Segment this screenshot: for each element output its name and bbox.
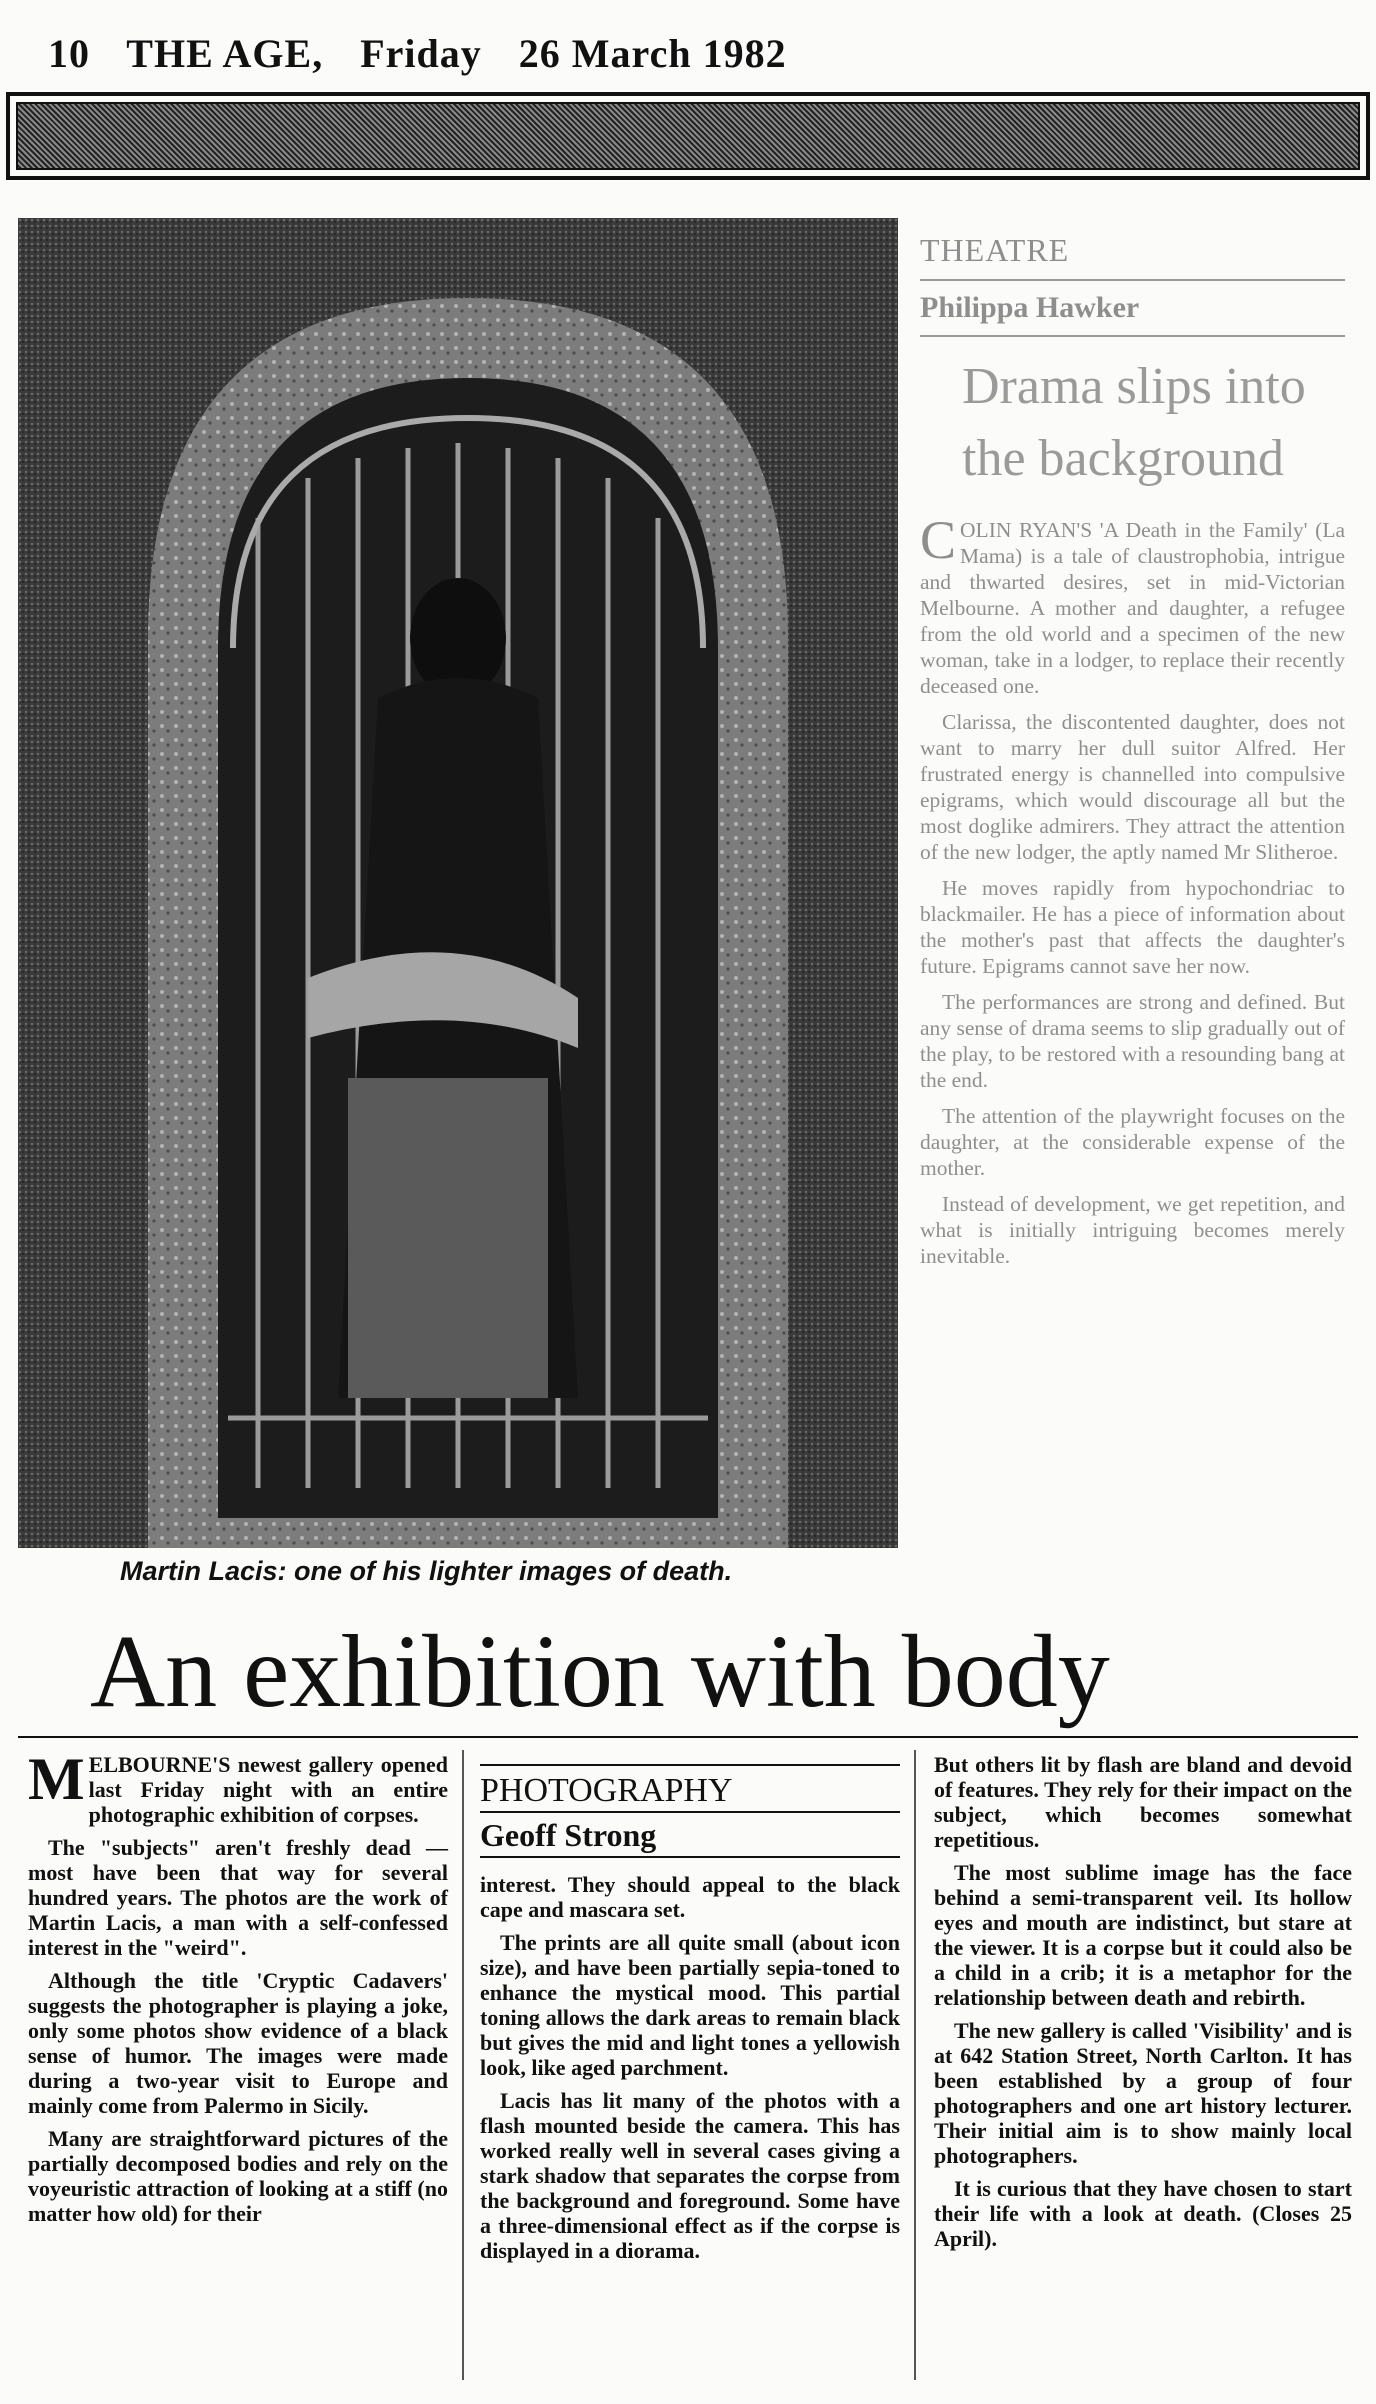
article-paragraph: The new gallery is called 'Visibility' and is at 642 Station Street, North Carlton. It has been established by a group of four photographers and one art history lecturer. Their initial aim is to show mainly local photographers. [934, 2018, 1352, 2168]
theatre-paragraph: Instead of development, we get repetition, and what is initially intriguing becomes merely inevitable. [920, 1192, 1345, 1268]
article-column-1 [28, 1746, 448, 2234]
column-divider [462, 1750, 464, 2380]
theatre-paragraph: COLIN RYAN'S 'A Death in the Family' (La Mama) is a tale of claustrophobia, intrigue and thwarted desires, set in mid-Victorian Melbourne. A mother and daughter, a refugee from the old world and a specimen of the new woman, take in a lodger, to replace their recently deceased one. [920, 510, 1345, 698]
byline-rule [920, 335, 1345, 337]
theatre-headline: Drama slips into the background [962, 358, 1306, 487]
decorative-banner [6, 92, 1370, 180]
photo-caption: Martin Lacis: one of his lighter images of death. [120, 1556, 733, 1586]
article-paragraph: MELBOURNE'S newest gallery opened last Friday night with an entire photographic exhibition of corpses. [28, 1746, 448, 1827]
article-dropcap: M [28, 1746, 85, 1812]
article-paragraph: interest. They should appeal to the black cape and mascara set. [480, 1872, 900, 1922]
page-number: 10 [48, 31, 90, 76]
theatre-dropcap: C [920, 510, 957, 570]
article-paragraph: It is curious that they have chosen to start their life with a look at death. (Closes 25 April). [934, 2176, 1352, 2251]
article-paragraph: Although the title 'Cryptic Cadavers' suggests the photographer is playing a joke, only some photos show evidence of a black sense of humor. The images were made during a two-year visit to Europe and mainly come from Palermo in Sicily. [28, 1968, 448, 2118]
paper-name: THE AGE, [126, 31, 324, 76]
article-paragraph: Lacis has lit many of the photos with a flash mounted beside the camera. This has worked really well in several cases giving a stark shadow that separates the corpse from the background and foreground. Some have a three-dimensional effect as if the corpse is displayed in a diorama. [480, 2088, 900, 2263]
theatre-paragraph: Clarissa, the discontented daughter, does not want to marry her dull suitor Alfred. Her frustrated energy is channelled into compulsive epigrams, which would discourage all but the most doglike admirers. They attract the attention of the new lodger, the aptly named Mr Slitheroe. [920, 710, 1345, 864]
article-column-2 [480, 1752, 900, 2271]
theatre-paragraph: The performances are strong and defined. But any sense of drama seems to slip gradually out of the play, to be restored with a resounding bang at the end. [920, 990, 1345, 1092]
article-photo [18, 218, 898, 1548]
masthead [48, 30, 813, 77]
theatre-byline: Philippa Hawker [920, 291, 1140, 324]
theatre-body [920, 510, 1345, 1269]
photography-section-label: PHOTOGRAPHY [480, 1764, 900, 1813]
theatre-paragraph: The attention of the playwright focuses on the daughter, at the considerable expense of the mother. [920, 1104, 1345, 1180]
article-paragraph: Many are straightforward pictures of the partially decomposed bodies and rely on the voyeuristic attraction of looking at a stiff (no matter how old) for their [28, 2126, 448, 2226]
column-divider [914, 1750, 916, 2380]
theatre-section-label: THEATRE [920, 232, 1070, 268]
headline-rule [18, 1736, 1358, 1738]
article-byline: Geoff Strong [480, 1813, 900, 1858]
theatre-paragraph: He moves rapidly from hypochondriac to blackmailer. He has a piece of information about the mother's past that affects the daughter's future. Epigrams cannot save her now. [920, 876, 1345, 978]
main-headline: An exhibition with body [90, 1614, 1110, 1729]
article-column-3 [934, 1752, 1352, 2259]
crypt-niche-image [18, 218, 898, 1548]
section-rule [920, 279, 1345, 281]
theatre-review [920, 232, 1345, 1279]
publication-day: Friday [360, 31, 482, 76]
article-paragraph: The "subjects" aren't freshly dead — most have been that way for several hundred years. The photos are the work of Martin Lacis, a man with a self-confessed interest in the "weird". [28, 1835, 448, 1960]
publication-date: 26 March 1982 [518, 31, 787, 76]
article-paragraph: The prints are all quite small (about icon size), and have been partially sepia-toned to enhance the mystical mood. This partial toning allows the dark areas to remain black but gives the mid and light tones a yellowish look, like aged parchment. [480, 1930, 900, 2080]
article-paragraph: But others lit by flash are bland and devoid of features. They rely for their impact on the subject, which becomes somewhat repetitious. [934, 1752, 1352, 1852]
article-paragraph: The most sublime image has the face behind a semi-transparent veil. Its hollow eyes and mouth are indistinct, but stare at the viewer. It is a corpse but it could also be a child in a crib; it is a metaphor for the relationship between death and rebirth. [934, 1860, 1352, 2010]
